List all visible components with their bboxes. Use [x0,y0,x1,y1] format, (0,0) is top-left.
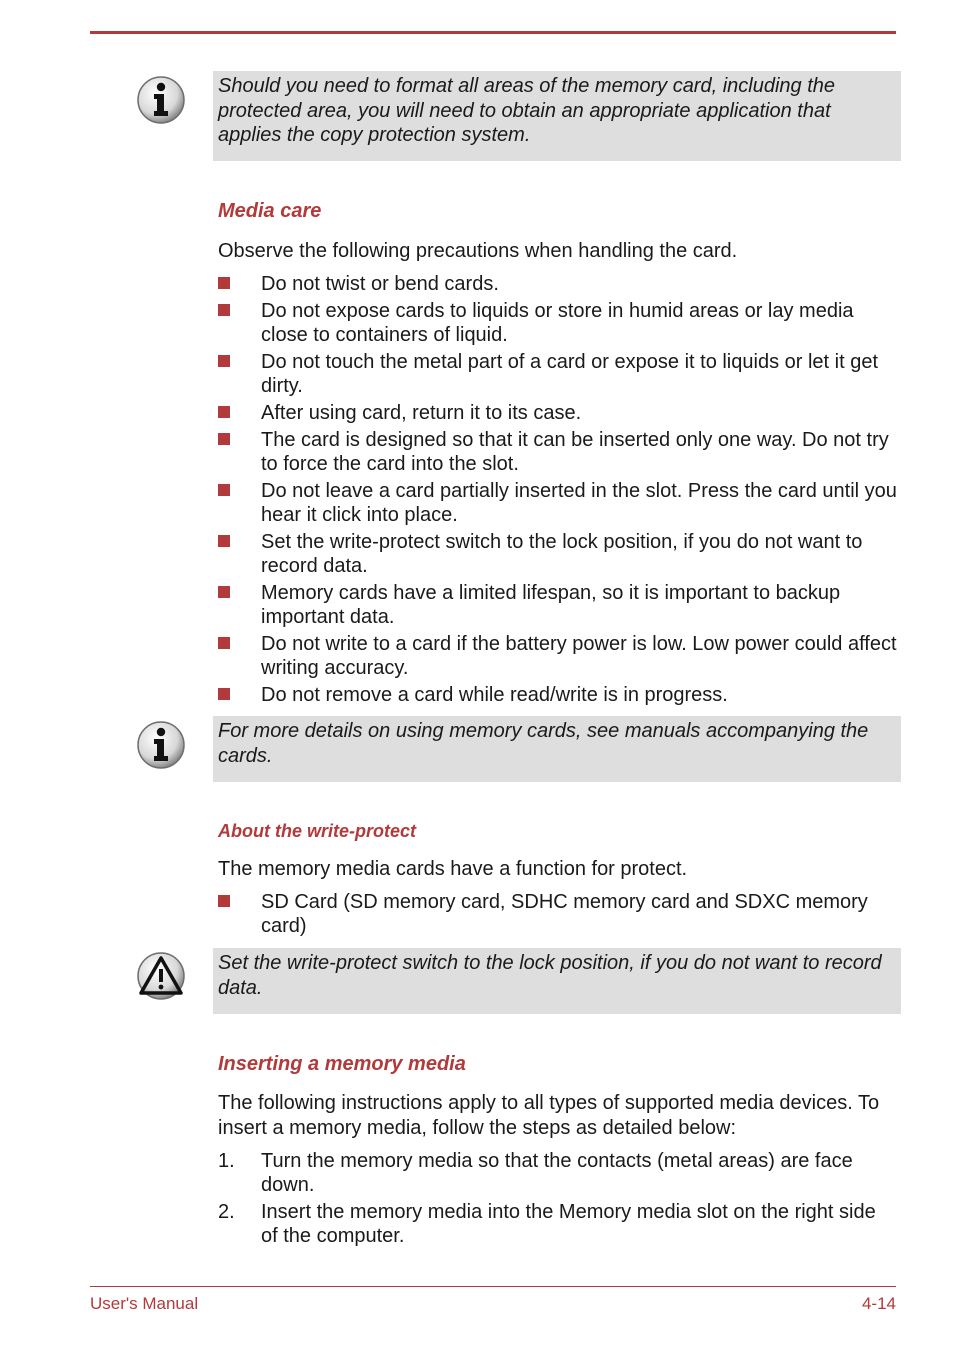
bullet-marker [218,895,230,907]
info-icon [136,720,186,770]
inserting-intro: The following instructions apply to all types of supported media devices. To insert a memory media, follow the steps as detailed below: [218,1092,880,1139]
info-icon [136,75,186,125]
media-care-intro: Observe the following precautions when handling the card. [218,240,738,262]
list-item-text: Do not remove a card while read/write is in progress. [261,684,728,706]
list-item-text: Memory cards have a limited lifespan, so it is important to backup important data. [261,582,841,628]
warning-note-text: Set the write-protect switch to the lock position, if you do not want to record data. [218,952,882,999]
media-care-heading: Media care [218,200,322,222]
bullet-marker [218,277,230,289]
info-note [213,71,901,161]
bullet-marker [218,304,230,316]
list-item-text: Do not leave a card partially inserted in the slot. Press the card until you hear it click into place. [261,480,897,526]
info-note [213,716,901,782]
bullet-marker [218,637,230,649]
bullet-marker [218,688,230,700]
page-number: 4-14 [861,1294,896,1313]
list-item-text: Do not expose cards to liquids or store in humid areas or lay media close to containers of liquid. [261,300,854,346]
write-protect-heading: About the write-protect [218,821,416,841]
list-item-text: The card is designed so that it can be inserted only one way. Do not try to force the card into the slot. [261,429,889,475]
bullet-marker [218,355,230,367]
write-protect-intro: The memory media cards have a function for protect. [218,858,688,880]
step-number: 1. [218,1150,235,1172]
bullet-marker [218,535,230,547]
list-item-text: After using card, return it to its case. [261,402,582,424]
info-note-text: Should you need to format all areas of the memory card, including the protected area, you will need to obtain an appropriate application that applies the copy protection system. [218,75,836,146]
list-item-text: Do not touch the metal part of a card or expose it to liquids or let it get dirty. [261,351,879,397]
bullet-marker [218,406,230,418]
step-text: Insert the memory media into the Memory media slot on the right side of the computer. [261,1201,876,1247]
step-number: 2. [218,1201,235,1223]
footer-manual-title: User's Manual [90,1294,199,1313]
list-item-text: Do not twist or bend cards. [261,273,499,295]
warning-note [213,948,901,1014]
list-item-text: SD Card (SD memory card, SDHC memory card and SDXC memory card) [261,891,868,937]
bullet-marker [218,433,230,445]
list-item-text: Do not write to a card if the battery power is low. Low power could affect writing accuracy. [261,633,897,679]
bullet-marker [218,586,230,598]
info-note-text: For more details on using memory cards, see manuals accompanying the cards. [218,720,869,767]
bullet-marker [218,484,230,496]
top-rule [90,31,896,34]
inserting-heading: Inserting a memory media [218,1053,466,1075]
warning-icon [136,951,186,1001]
list-item-text: Set the write-protect switch to the lock position, if you do not want to record data. [261,531,863,577]
step-text: Turn the memory media so that the contacts (metal areas) are face down. [261,1150,853,1196]
bottom-rule [90,1286,896,1287]
